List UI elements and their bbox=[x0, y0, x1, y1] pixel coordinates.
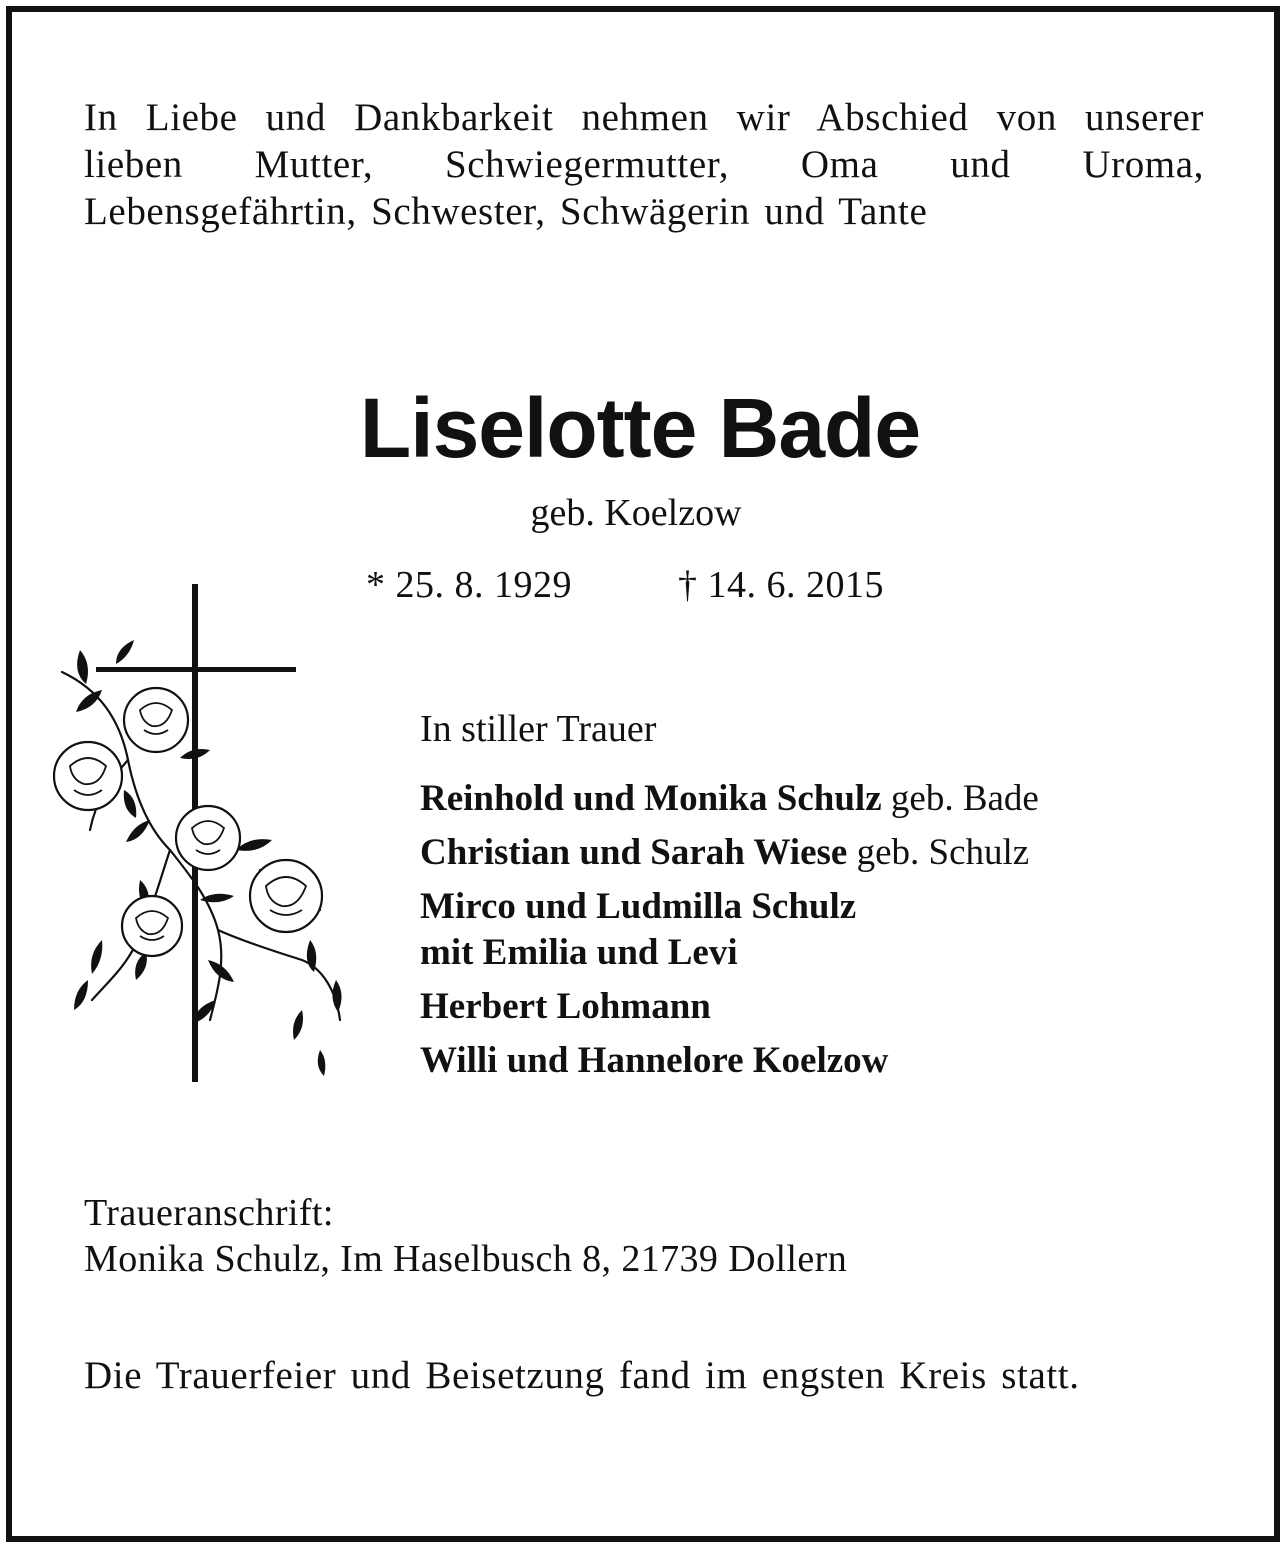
cross-with-roses-icon bbox=[40, 580, 360, 1090]
mourner-name: Reinhold und Monika Schulz bbox=[420, 778, 882, 819]
mourner-name: Christian und Sarah Wiese bbox=[420, 832, 848, 873]
address-label: Traueranschrift: bbox=[84, 1192, 334, 1234]
mourner-item bbox=[420, 830, 1240, 876]
mourner-name: Herbert Lohmann bbox=[420, 986, 711, 1027]
deceased-name: Liselotte Bade bbox=[359, 381, 921, 475]
closing-text: Die Trauerfeier und Beisetzung fand im engsten Kreis statt. bbox=[84, 1354, 1080, 1397]
mourner-item bbox=[420, 1038, 1240, 1084]
mourner-name: Willi und Hannelore Koelzow bbox=[420, 1040, 889, 1081]
mourning-heading: In stiller Trauer bbox=[420, 708, 657, 750]
intro-text: In Liebe und Dankbarkeit nehmen wir Abschied von unserer lieben Mutter, Schwiegermutter, Oma und Uroma, Lebensgefährtin, Schwester, Schwägerin und Tante bbox=[84, 96, 1204, 233]
birth-date: * 25. 8. 1929 bbox=[366, 564, 572, 606]
mourner-item bbox=[420, 776, 1240, 822]
death-date: † 14. 6. 2015 bbox=[678, 564, 884, 606]
mourner-item bbox=[420, 984, 1240, 1030]
maiden-name: geb. Koelzow bbox=[530, 492, 742, 534]
mourner-suffix: geb. Schulz bbox=[856, 832, 1030, 873]
mourner-suffix: geb. Bade bbox=[890, 778, 1039, 819]
mourners-list bbox=[420, 776, 1240, 1092]
mourner-children: mit Emilia und Levi bbox=[420, 932, 738, 973]
mourner-item bbox=[420, 884, 1240, 976]
address-value: Monika Schulz, Im Haselbusch 8, 21739 Dollern bbox=[84, 1238, 848, 1280]
mourner-name: Mirco und Ludmilla Schulz bbox=[420, 886, 857, 927]
